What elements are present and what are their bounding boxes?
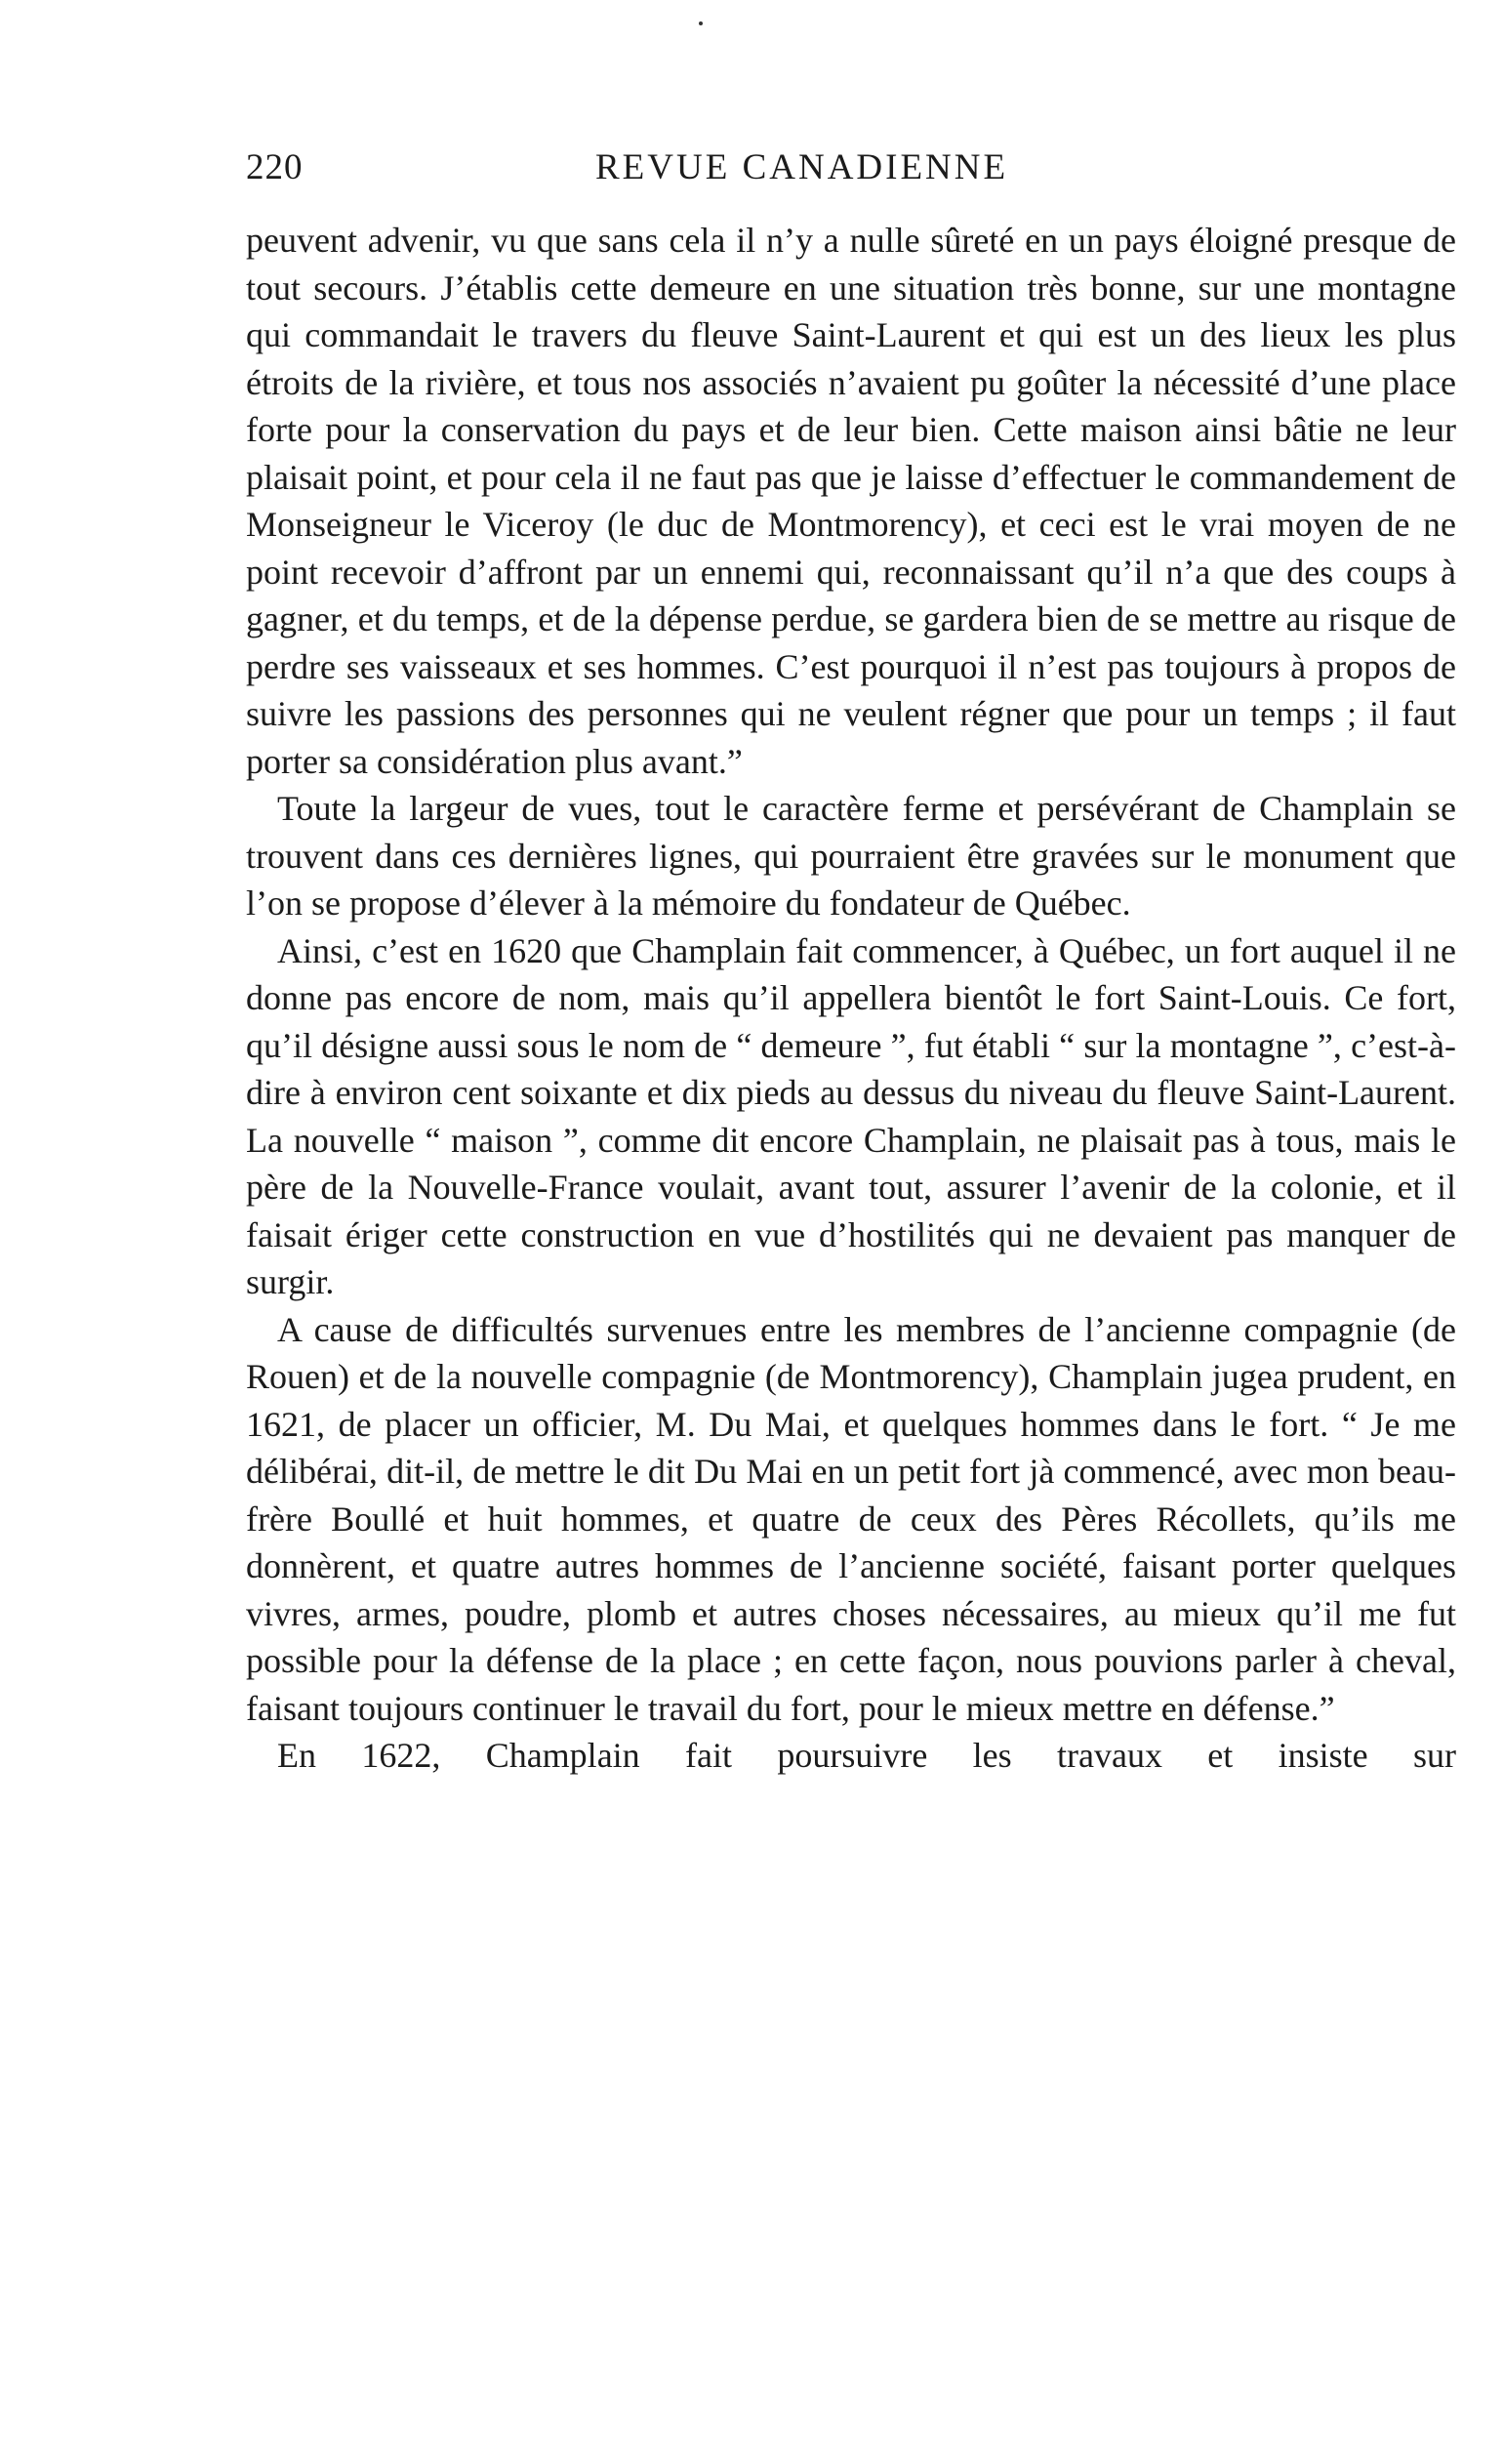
body-text [246, 217, 1456, 1780]
page-number: 220 [246, 147, 304, 187]
book-page [246, 146, 1456, 1780]
running-header [246, 146, 1456, 205]
paragraph-1: peuvent advenir, vu que sans cela il n’y a nulle sûreté en un pays éloigné presque de tout secours. J’établis cette demeure en une situation très bonne, sur une montagne qui commandait le travers du fleuve Saint-Laurent et qui est un des lieux les plus étroits de la rivière, et tous nos associés n’avaient pu goûter la nécessité d’une place forte pour la conservation du pays et de leur bien. Cette maison ainsi bâtie ne leur plaisait point, et pour cela il ne faut pas que je laisse d’effectuer le commandement de Monseigneur le Viceroy (le duc de Montmorency), et ceci est le vrai moyen de ne point recevoir d’affront par un ennemi qui, reconnaissant qu’il n’a que des coups à gagner, et du temps, et de la dépense perdue, se gardera bien de se mettre au risque de perdre ses vaisseaux et ses hommes. C’est pourquoi il n’est pas toujours à propos de suivre les passions des personnes qui ne veulent régner que pour un temps ; il faut porter sa considération plus avant.” [246, 221, 1456, 781]
paragraph-4: A cause de difficultés survenues entre les membres de l’ancienne compagnie (de Rouen) et de la nouvelle compagnie (de Montmorency), Champlain jugea prudent, en 1621, de placer un officier, M. Du Mai, et quelques hommes dans le fort. “ Je me délibérai, dit-il, de mettre le dit Du Mai en un petit fort jà commencé, avec mon beau-frère Boullé et huit hommes, et quatre de ceux des Pères Récollets, qu’ils me donnèrent, et quatre autres hommes de l’ancienne société, faisant porter quelques vivres, armes, poudre, plomb et autres choses nécessaires, au mieux qu’il me fut possible pour la défense de la place ; en cette façon, nous pouvions parler à cheval, faisant toujours continuer le travail du fort, pour le mieux mettre en défense.” [246, 1309, 1456, 1728]
paragraph-3: Ainsi, c’est en 1620 que Champlain fait commencer, à Québec, un fort auquel il ne donne pas encore de nom, mais qu’il appellera bientôt le fort Saint-Louis. Ce fort, qu’il désigne aussi sous le nom de “ demeure ”, fut établi “ sur la montagne ”, c’est-à-dire à environ cent soixante et dix pieds au dessus du niveau du fleuve Saint-Laurent. La nouvelle “ maison ”, comme dit encore Champlain, ne plaisait pas à tous, mais le père de la Nouvelle-France voulait, avant tout, assurer l’avenir de la colonie, et il faisait ériger cette construction en vue d’hostilités qui ne devaient pas manquer de surgir. [246, 930, 1456, 1301]
paragraph-5: En 1622, Champlain fait poursuivre les travaux et insiste sur [277, 1736, 1456, 1775]
paragraph-2: Toute la largeur de vues, tout le caractère ferme et persévérant de Champlain se trouvent dans ces dernières lignes, qui pourraient être gravées sur le monument que l’on se propose d’élever à la mémoire du fondateur de Québec. [246, 789, 1456, 923]
journal-title: REVUE CANADIENNE [595, 147, 1009, 187]
scan-speck [699, 21, 703, 25]
